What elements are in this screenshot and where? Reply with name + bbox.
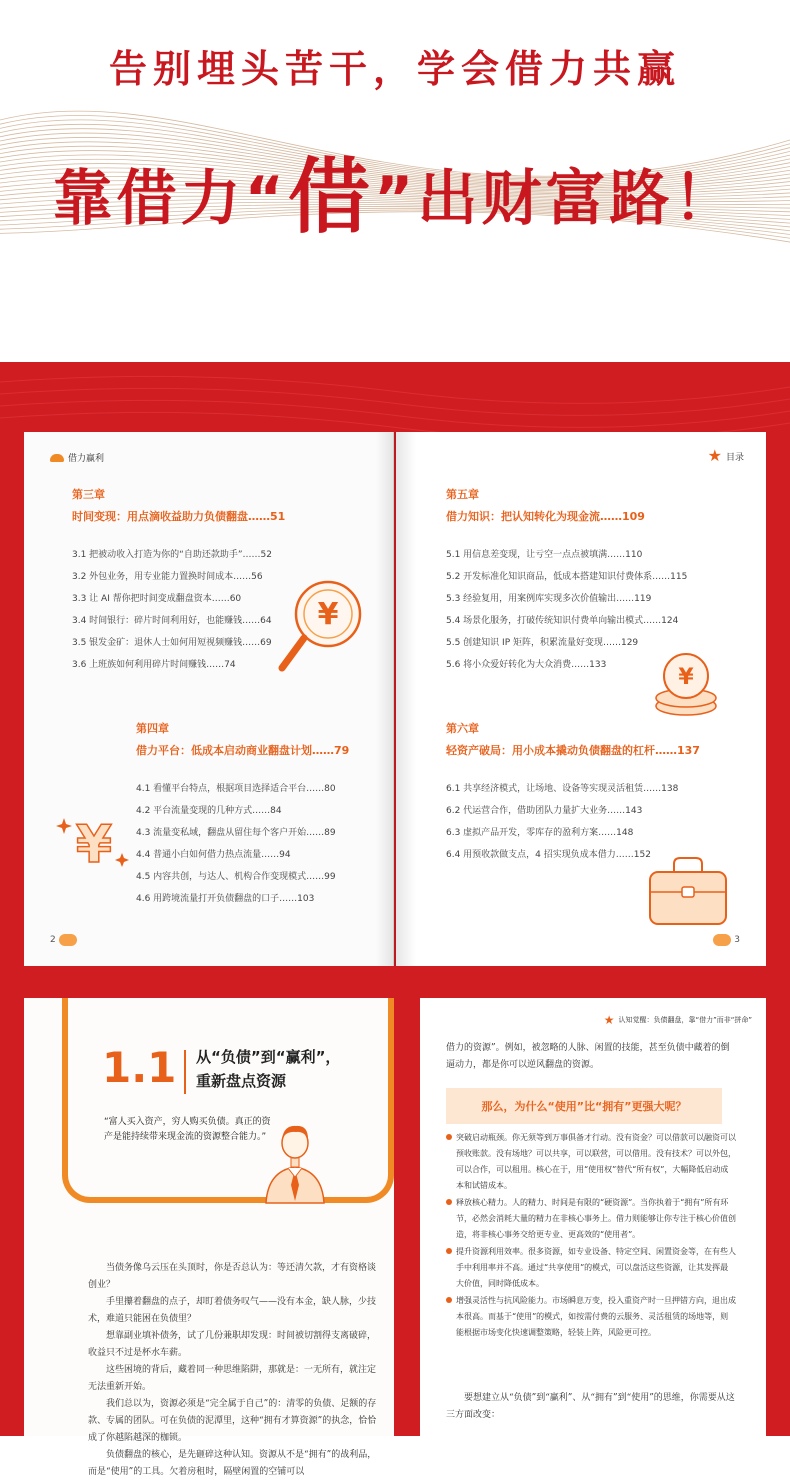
toc-item: 3.2 外包业务，用专业能力置换时间成本……56 [72,572,263,582]
page-badge-icon [59,934,77,946]
bullet-dot-icon [446,1199,452,1205]
running-title: 认知觉醒：负债翻盘，靠“借力”而非“拼命” [618,1016,752,1024]
intro-paragraph: 借力的资源”。例如，被忽略的人脉、闲置的技能，甚至负债中藏着的倒逼动力，都是你可以逆风翻盘的资源。 [446,1043,730,1070]
bullet-item [446,1195,736,1243]
bullet-item [446,1293,736,1341]
toc-item: 4.6 用跨境流量打开负债翻盘的口子……103 [136,894,315,904]
svg-text:¥: ¥ [678,665,694,690]
toc-item: 3.1 把被动收入打造为你的“自助还款助手”……52 [72,550,272,560]
running-title: 目录 [725,452,744,463]
page-number-left [50,934,80,946]
toc-item: 3.4 时间银行：碎片时间利用好，也能赚钱……64 [72,616,272,626]
page-number-value: 3 [734,935,740,945]
yen-sparkle-icon [54,804,134,884]
toc-item: 4.3 流量变私域，翻盘从留住每个客户开始……89 [136,828,336,838]
svg-text:¥: ¥ [75,815,113,875]
toc-item: 6.4 用预收款做支点，4 招实现负成本借力……152 [446,850,651,860]
toc-item: 4.5 内容共创，与达人、机构合作变现模式……99 [136,872,336,882]
section-quote: “富人买入资产，穷人购买负债。真正的资产是能持续带来现金流的资源整合能力。” [104,1117,271,1142]
bullet-list [446,1130,736,1342]
chapter4-list [136,778,336,910]
toc-item: 5.1 用信息差变现，让亏空一点点被填满……110 [446,550,643,560]
toc-item: 6.2 代运营合作，借助团队力量扩大业务……143 [446,806,643,816]
toc-item: 5.4 场景化服务，打破传统知识付费单向输出模式……124 [446,616,679,626]
toc-right-page [396,432,766,966]
toc-item: 4.2 平台流量变现的几种方式……84 [136,806,282,816]
logo-icon [50,454,64,462]
chapter3-list [72,544,272,676]
toc-item: 3.6 上班族如何利用碎片时间赚钱……74 [72,660,236,670]
chapter3-label: 第三章 [72,488,105,501]
promo-header [0,0,790,362]
toc-item: 5.2 开发标准化知识商品，低成本搭建知识付费体系……115 [446,572,688,582]
toc-item: 5.3 经验复用，用案例库实现多次价值输出……119 [446,594,652,604]
page-badge-icon [713,934,731,946]
toc-item: 5.5 创建知识 IP 矩阵，积累流量好变现……129 [446,638,639,648]
section-title-line1: 从“负债”到“赢利”， [196,1048,341,1066]
running-title: 借力赢利 [68,454,105,464]
page-number-value: 2 [50,935,56,945]
chapter-opening-page [24,998,394,1477]
toc-item: 3.5 银发金矿：退休人士如何用短视频赚钱……69 [72,638,272,648]
body-paragraph: 要想建立从“负债”到“赢利”、从“拥有”到“使用”的思维，你需要从这三方面改变： [446,1393,735,1420]
bullet-text: 提升资源利用效率。很多资源，如专业设备、特定空间、闲置资金等，在有些人手中利用率并不高。通过“共享使用”的模式，可以盘活这些资源，让其发挥最大价值，同时降低成本。 [456,1247,736,1288]
toc-item: 4.1 看懂平台特点，根据项目选择适合平台……80 [136,784,336,794]
body-paragraph: 我们总以为，资源必须是“完全属于自己”的：清零的负债、足额的存款、专属的团队。可在负债的泥潭里，这种“拥有才算资源”的执念，恰恰成了你越陷越深的枷锁。 [88,1399,377,1443]
intro-text [446,1040,736,1074]
body-paragraph: 想靠副业填补债务，试了几份兼职却发现：时间被切割得支离破碎，收益只不过是杯水车薪。 [88,1331,377,1358]
bullet-dot-icon [446,1134,452,1140]
toc-item: 5.6 将小众爱好转化为大众消费……133 [446,660,607,670]
headline-main-big: 借 [287,150,374,245]
bullet-text: 增强灵活性与抗风险能力。市场瞬息万变，投入重资产时一旦押错方向，退出成本很高。而基于“使用”的模式，如按需付费的云服务、灵活租赁的场地等，则能根据市场变化快速调整策略，轻装上阵，风险更可控。 [456,1296,736,1337]
body-paragraph: 当债务像乌云压在头顶时，你是否总认为：等还清欠款，才有资格谈创业？ [88,1263,377,1290]
section-divider [184,1050,186,1094]
running-header-bottom [604,1012,752,1028]
section-number: 1.1 [102,1043,177,1092]
body-paragraph: 负债翻盘的核心，是先砸碎这种认知。资源从不是“拥有”的战利品，而是“使用”的工具。欠着房租时，隔壁闲置的空铺可以 [88,1450,377,1477]
toc-item: 6.1 共享经济模式，让场地、设备等实现灵活租赁……138 [446,784,679,794]
bullet-text: 突破启动瓶颈。你无须等到万事俱备才行动。没有资金？可以借款可以融资可以预收账款。没有场地？可以共享，可以联营，可以借用。没有技术？可以外包，可以合作，可以租用。核心在于，用“使用权”替代“所有权”，大幅降低启动成本和试错成本。 [456,1133,736,1190]
headline-main-left: 靠借力“ [52,164,288,234]
bullet-dot-icon [446,1297,452,1303]
section-title-line2: 重新盘点资源 [196,1072,287,1090]
toc-item: 3.3 让 AI 帮你把时间变成翻盘资本……60 [72,594,242,604]
bullet-dot-icon [446,1248,452,1254]
running-header-left [50,451,104,464]
bullet-item [446,1244,736,1292]
closing-text [446,1390,736,1424]
svg-text:¥: ¥ [317,597,339,632]
star-icon: ★ [603,1013,615,1027]
chapter4-label: 第四章 [136,722,169,735]
body-paragraph: 手里攥着翻盘的点子，却盯着债务叹气——没有本金，缺人脉，少技术，难道只能困在负债里？ [88,1297,377,1324]
toc-item: 6.3 虚拟产品开发，零库存的盈利方案……148 [446,828,634,838]
chapter6-title: 轻资产破局：用小成本撬动负债翻盘的杠杆……137 [446,744,700,757]
section-frame [62,998,394,1203]
businessman-illustration [260,1113,330,1203]
magnifier-yen-icon [272,572,372,682]
chapter3-title: 时间变现：用点滴收益助力负债翻盘……51 [72,510,286,523]
running-header-right [708,448,744,464]
bullet-text: 释放核心精力。人的精力、时间是有限的“硬资源”。当你执着于“拥有”所有环节，必然会消耗大量的精力在非核心事务上。借力则能够让你专注于核心价值创造，将非核心事务交给更专业、更高效的“使用者”。 [456,1198,736,1239]
star-icon: ★ [707,446,722,465]
briefcase-icon [642,852,734,930]
body-page [420,998,766,1436]
toc-left-page [24,432,394,966]
body-paragraph: 这些困境的背后，藏着同一种思维陷阱，那就是：一无所有，就注定无法重新开始。 [88,1365,377,1392]
chapter4-title: 借力平台：低成本启动商业翻盘计划……79 [136,744,350,757]
coin-stack-icon [646,642,726,722]
chapter5-label: 第五章 [446,488,479,501]
headline-main-right: ”出财富路！ [374,164,738,234]
headline-main [0,132,790,249]
headline-top: 告别埋头苦干，学会借力共赢 [108,47,681,91]
page-number-right [710,934,740,946]
chapter5-title: 借力知识：把认知转化为现金流……109 [446,510,645,523]
book-fold-shadow [376,432,416,966]
section-body [88,1260,384,1481]
bullet-item [446,1130,736,1194]
toc-item: 4.4 普通小白如何借力热点流量……94 [136,850,291,860]
chapter6-label: 第六章 [446,722,479,735]
question-callout: 那么，为什么“使用”比“拥有”更强大呢？ [446,1088,722,1124]
